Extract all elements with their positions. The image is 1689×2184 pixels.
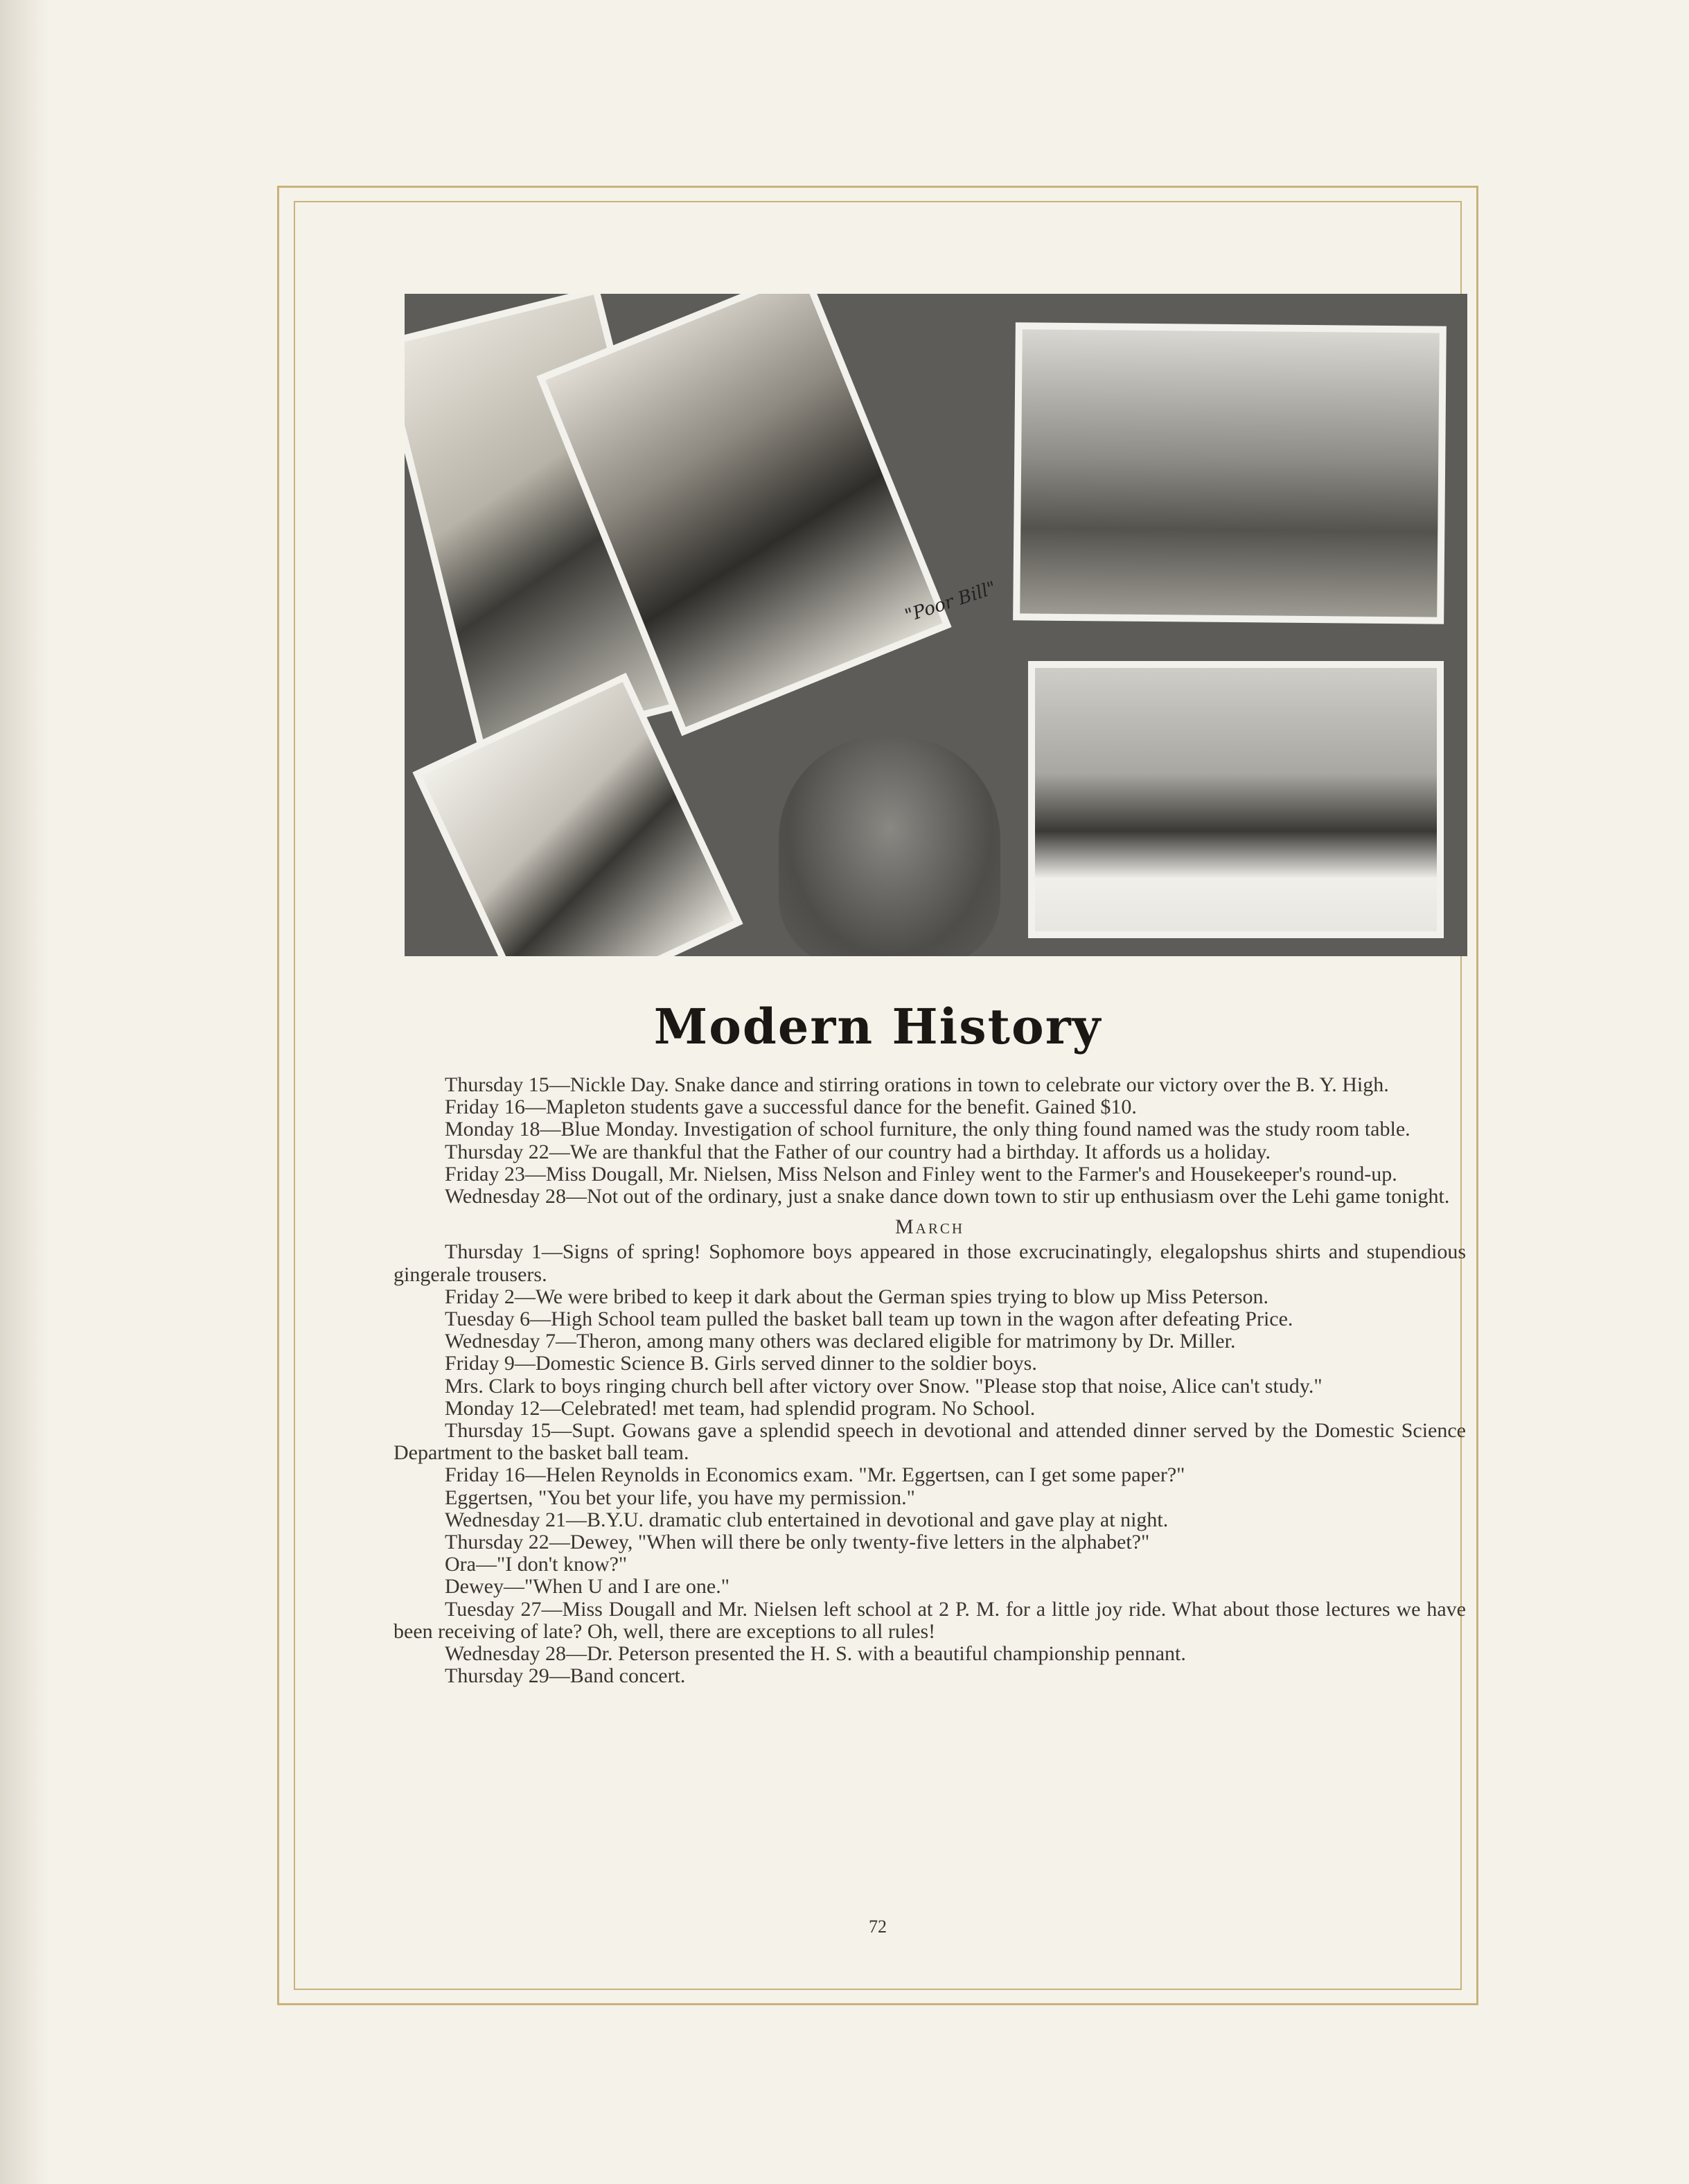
history-text [393,1074,1466,1687]
calendar-entry: Wednesday 21—B.Y.U. dramatic club entertained in devotional and gave play at night. [445,1508,1169,1531]
calendar-entry: Wednesday 28—Not out of the ordinary, just a snake dance down town to stir up enthusiasm over the Lehi game tonight. [445,1185,1450,1208]
calendar-entry: Mrs. Clark to boys ringing church bell after victory over Snow. "Please stop that noise, Alice can't study." [445,1374,1323,1398]
photo-cutout-hat [779,737,1000,956]
calendar-entry: Dewey—"When U and I are one." [445,1575,729,1599]
calendar-entry: Friday 16—Mapleton students gave a successful dance for the benefit. Gained $10. [445,1095,1137,1119]
page-edge-shadow [0,0,48,2184]
calendar-entry: Eggertsen, "You bet your life, you have my permission." [445,1486,915,1509]
calendar-entry: Wednesday 28—Dr. Peterson presented the H. S. with a beautiful championship pennant. [445,1642,1186,1666]
calendar-entry: Ora—"I don't know?" [445,1553,628,1576]
calendar-entry: Monday 18—Blue Monday. Investigation of school furniture, the only thing found named was the study room table. [445,1118,1411,1141]
photo-two-women [1013,322,1447,624]
calendar-entry: Thursday 22—We are thankful that the Father of our country had a birthday. It affords us a holiday. [445,1140,1271,1163]
calendar-entry: Thursday 1—Signs of spring! Sophomore boys appeared in those excrucinatingly, elegalopshus shirts and stupendious gingerale trousers. [393,1240,1466,1286]
calendar-entry: Friday 2—We were bribed to keep it dark about the German spies trying to blow up Miss Peterson. [445,1285,1269,1308]
calendar-entry: Thursday 15—Nickle Day. Snake dance and stirring orations in town to celebrate our victory over the B. Y. High. [445,1073,1389,1096]
calendar-entry: Monday 12—Celebrated! met team, had splendid program. No School. [445,1396,1036,1420]
page-title: Modern History [653,998,1102,1055]
calendar-entry: Tuesday 6—High School team pulled the basket ball team up town in the wagon after defeating Price. [445,1307,1293,1331]
photo-collage [405,294,1467,956]
calendar-entry: Friday 23—Miss Dougall, Mr. Nielsen, Miss Nelson and Finley went to the Farmer's and Housekeeper's round-up. [445,1162,1397,1186]
photo-snow-walk [1028,661,1444,938]
photo-caption: "Poor Bill" [902,577,999,627]
page-number: 72 [869,1917,887,1937]
month-heading: March [894,1215,965,1239]
calendar-entry: Thursday 29—Band concert. [445,1664,686,1688]
calendar-entry: Tuesday 27—Miss Dougall and Mr. Nielsen left school at 2 P. M. for a little joy ride. What about those lectures we have been receiving of late? Oh, well, there are exceptions to all rules! [393,1597,1466,1643]
calendar-entry: Friday 9—Domestic Science B. Girls served dinner to the soldier boys. [445,1352,1037,1375]
calendar-entry: Friday 16—Helen Reynolds in Economics exam. "Mr. Eggertsen, can I get some paper?" [445,1463,1185,1487]
calendar-entry: Wednesday 7—Theron, among many others was declared eligible for matrimony by Dr. Miller. [445,1330,1236,1353]
entries-february [393,1074,1466,1208]
calendar-entry: Thursday 22—Dewey, "When will there be only twenty-five letters in the alphabet?" [445,1531,1150,1554]
entries-march [393,1241,1466,1687]
calendar-entry: Thursday 15—Supt. Gowans gave a splendid speech in devotional and attended dinner served by the Domestic Science Department to the basket ball team. [393,1419,1466,1465]
